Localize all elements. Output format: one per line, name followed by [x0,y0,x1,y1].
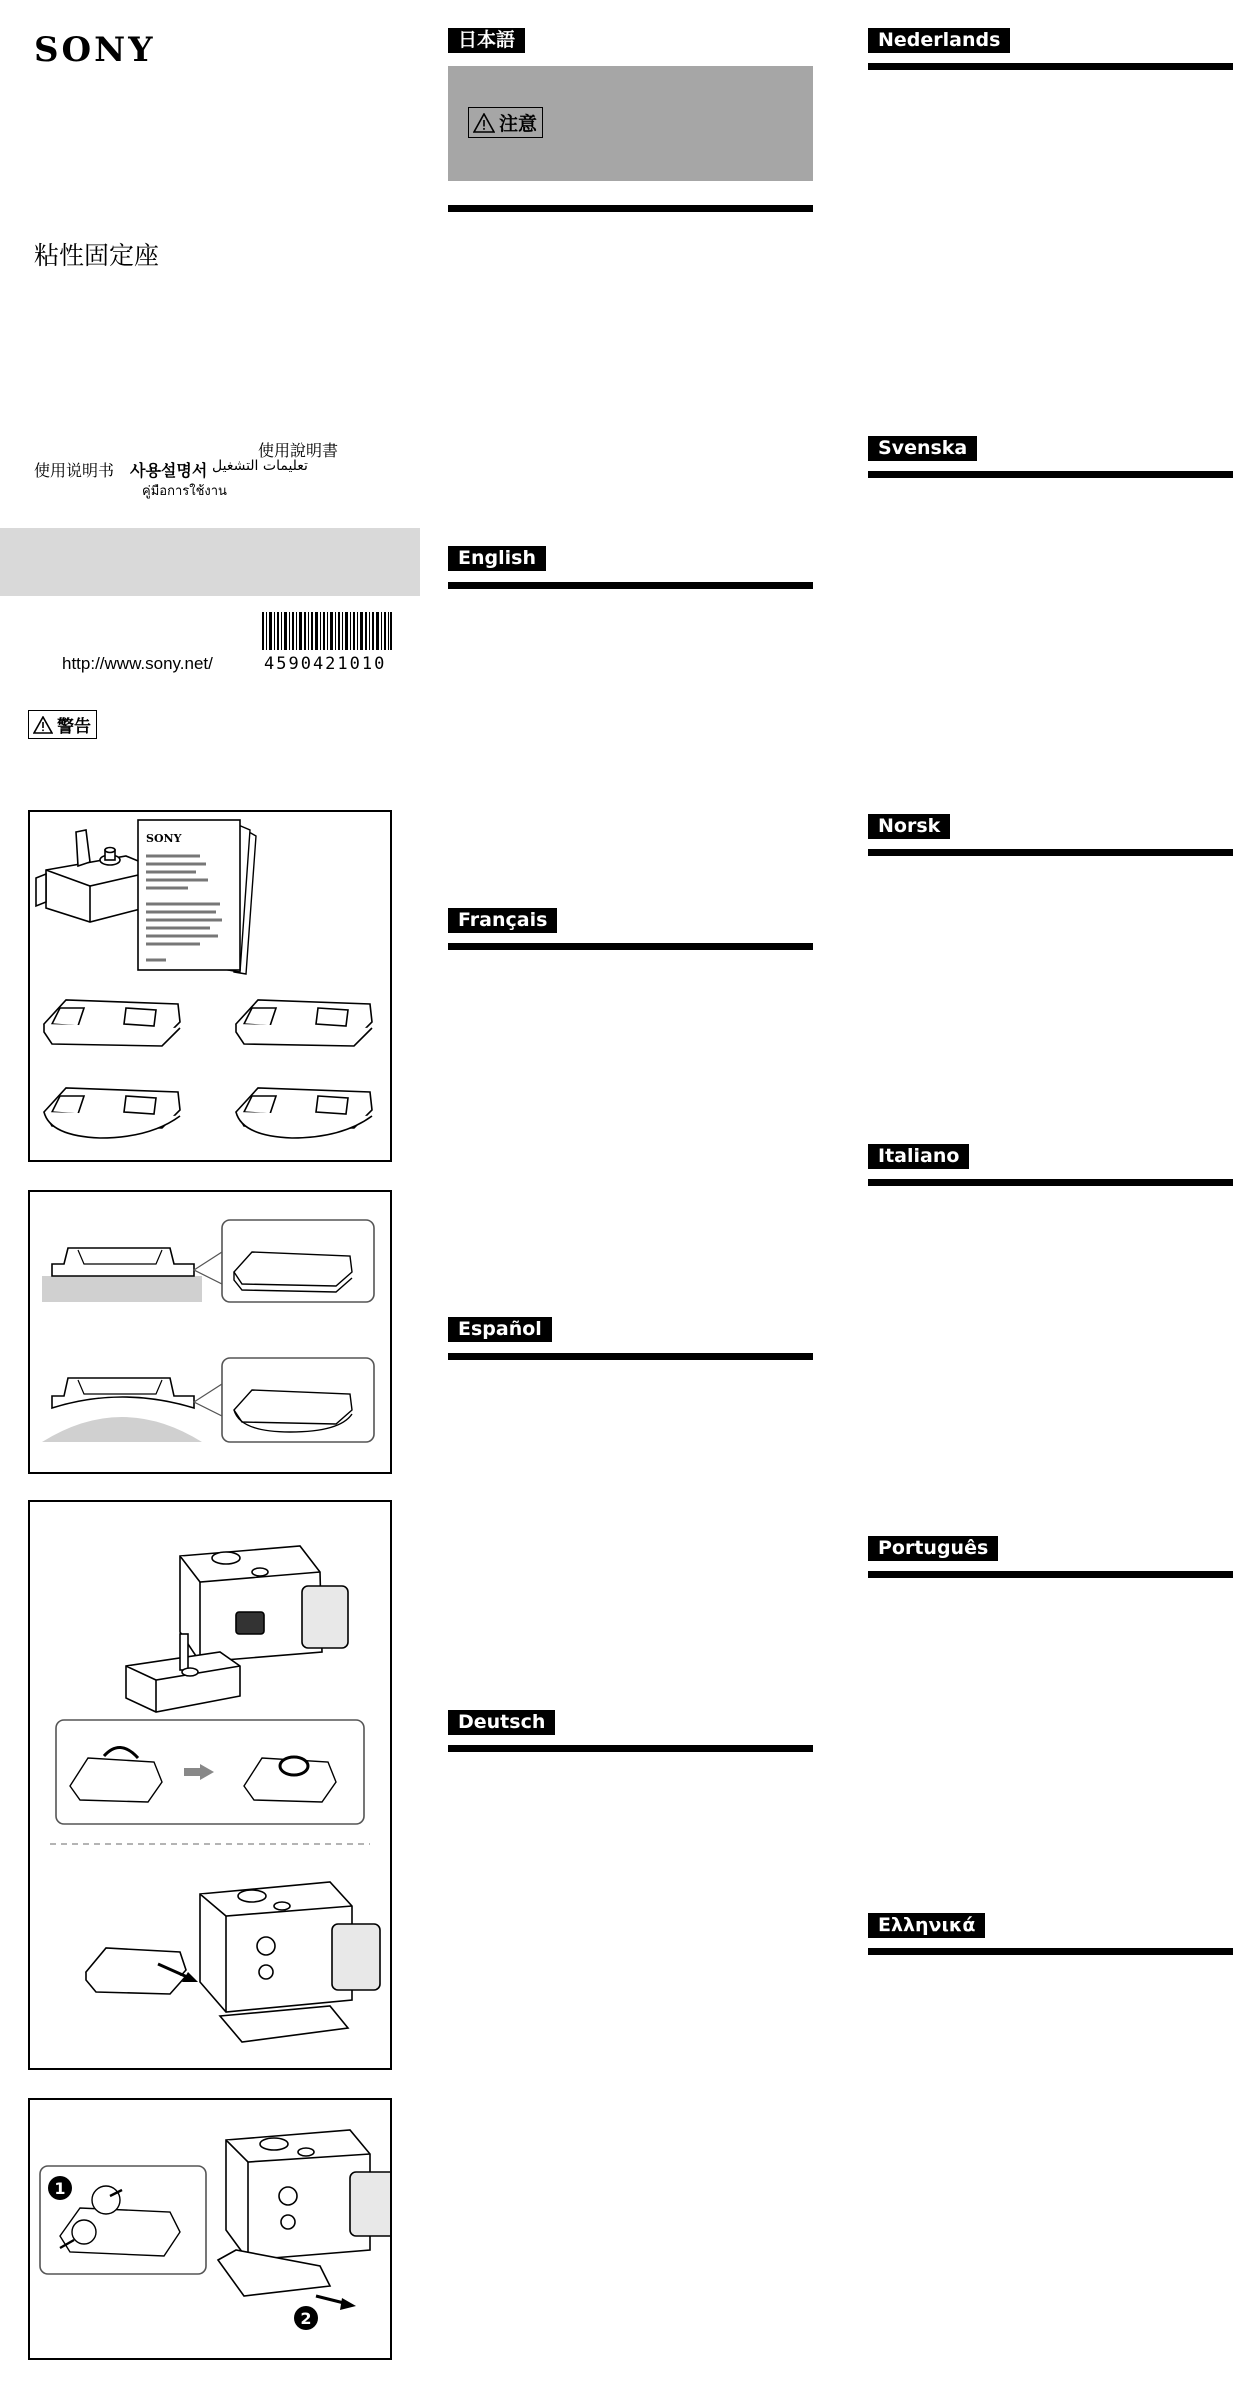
section-rule-en [448,582,813,589]
caution-label [468,107,543,138]
instruction-booklet-illustration [138,820,256,974]
camera-release-illustration [218,2130,390,2296]
step-marker-1 [48,2176,72,2200]
section-rule-el [868,1948,1233,1955]
section-rule-de [448,1745,813,1752]
section-rule-ja [448,205,813,212]
booklet-brand-label: SONY [146,832,182,845]
section-heading-fr: Français [448,908,557,933]
section-heading-ja: 日本語 [448,28,525,53]
section-heading-nl: Nederlands [868,28,1010,53]
curved-surface-illustration [42,1358,374,1442]
manual-title-korean: 사용설명서 [130,461,208,480]
section-rule-no [868,849,1233,856]
section-rule-it [868,1179,1233,1186]
step-marker-2-label: 2 [300,2309,312,2328]
warning-text: 警告 [57,717,91,737]
product-title: 粘性固定座 [34,241,160,270]
caution-text: 注意 [499,113,538,135]
grey-band [0,528,420,596]
adhesive-mount-curved-1 [44,1088,180,1138]
warning-triangle-icon [33,716,53,734]
manual-titles [34,438,354,500]
section-rule-sv [868,471,1233,478]
manual-title-chinese: 使用说明书 [34,461,115,480]
section-rule-pt [868,1571,1233,1578]
figure-remove-camera [28,2098,392,2360]
adhesive-mount-curved-2 [236,1088,372,1138]
figure-surface-types [28,1190,392,1474]
flat-surface-illustration [42,1220,374,1302]
section-heading-no: Norsk [868,814,950,839]
section-heading-el: Ελληνικά [868,1913,985,1938]
manual-title-thai: คู่มือการใช้งาน [142,484,227,499]
sony-logo: SONY [34,30,156,70]
section-heading-pt: Português [868,1536,998,1561]
adhesive-mount-flat-1 [44,1000,180,1046]
lock-detail-inset [56,1720,364,1824]
caution-triangle-icon [473,113,495,133]
figure-supplied-items [28,810,392,1162]
adhesive-mount-flat-2 [236,1000,372,1046]
figure-attach-camera [28,1500,392,2070]
camera-slide-illustration [200,1882,380,2042]
manual-title-arabic: تعليمات التشغيل [212,458,308,474]
section-heading-it: Italiano [868,1144,969,1169]
section-heading-de: Deutsch [448,1710,555,1735]
barcode-number: 4590421010 [264,654,387,674]
section-heading-sv: Svenska [868,436,977,461]
section-rule-es [448,1353,813,1360]
pull-direction-arrow-icon [316,2296,356,2310]
manual-title-japanese: 使用說明書 [258,441,339,460]
sony-url: http://www.sony.net/ [62,654,213,673]
step-marker-1-label: 1 [54,2179,66,2198]
warning-label [28,710,97,739]
section-rule-fr [448,943,813,950]
barcode-icon [262,612,392,650]
section-rule-nl [868,63,1233,70]
section-heading-es: Español [448,1317,552,1342]
section-heading-en: English [448,546,546,571]
camera-housing-illustration [180,1546,348,1662]
step-marker-2 [294,2306,318,2330]
